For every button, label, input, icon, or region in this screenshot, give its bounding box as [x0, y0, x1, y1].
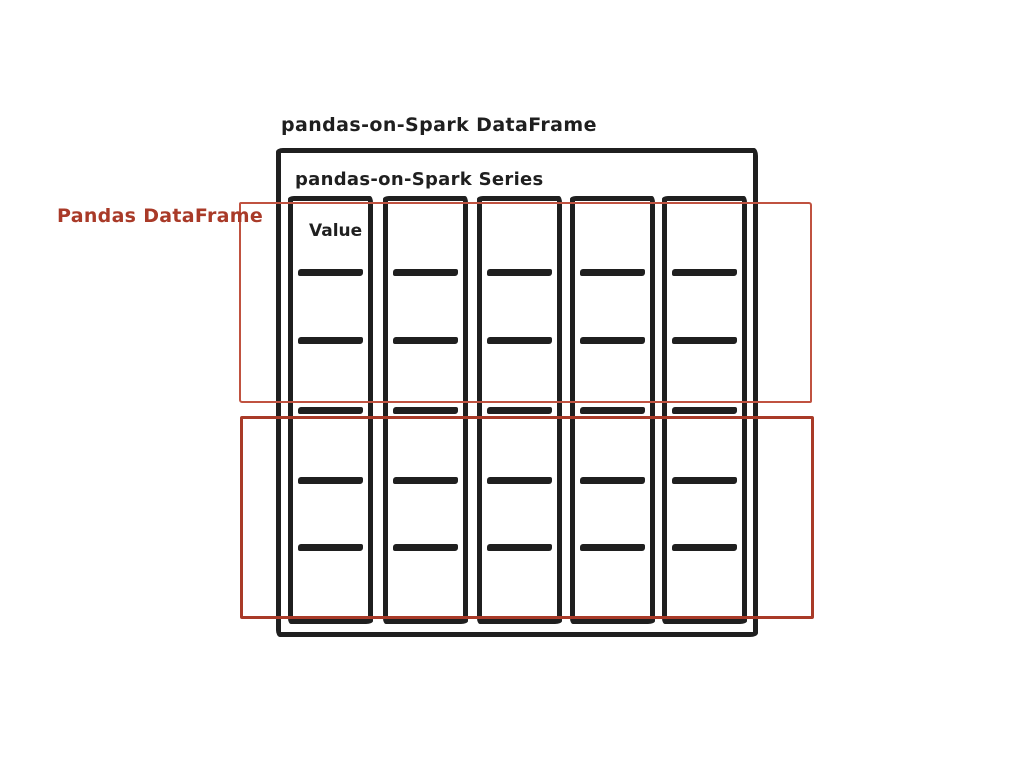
value-dash: [580, 477, 645, 484]
value-dash: [487, 544, 552, 551]
value-dash: [393, 269, 458, 276]
value-dash: [580, 337, 645, 344]
value-dash: [393, 337, 458, 344]
value-dash: [487, 407, 552, 414]
value-dash: [672, 477, 737, 484]
pandas-on-spark-series-label: pandas-on-Spark Series: [295, 169, 544, 190]
pandas-dataframe-label: Pandas DataFrame: [57, 205, 264, 227]
value-dash: [298, 477, 363, 484]
pandas-on-spark-dataframe-title: pandas-on-Spark DataFrame: [281, 114, 597, 136]
value-dash: [298, 337, 363, 344]
value-dash: [487, 269, 552, 276]
value-dash: [298, 544, 363, 551]
value-dash: [393, 544, 458, 551]
value-dash: [672, 337, 737, 344]
series-column-5: [662, 196, 747, 624]
value-dash: [580, 544, 645, 551]
value-dash: [580, 269, 645, 276]
value-dash: [672, 407, 737, 414]
value-dash: [393, 407, 458, 414]
value-dash: [580, 407, 645, 414]
value-dash: [298, 407, 363, 414]
series-column-1: [288, 196, 373, 624]
series-column-2: [383, 196, 468, 624]
value-column-header: Value: [309, 221, 363, 241]
series-column-4: [570, 196, 655, 624]
value-dash: [487, 337, 552, 344]
series-column-3: [477, 196, 562, 624]
value-dash: [298, 269, 363, 276]
value-dash: [487, 477, 552, 484]
value-dash: [672, 269, 737, 276]
value-dash: [672, 544, 737, 551]
value-dash: [393, 477, 458, 484]
